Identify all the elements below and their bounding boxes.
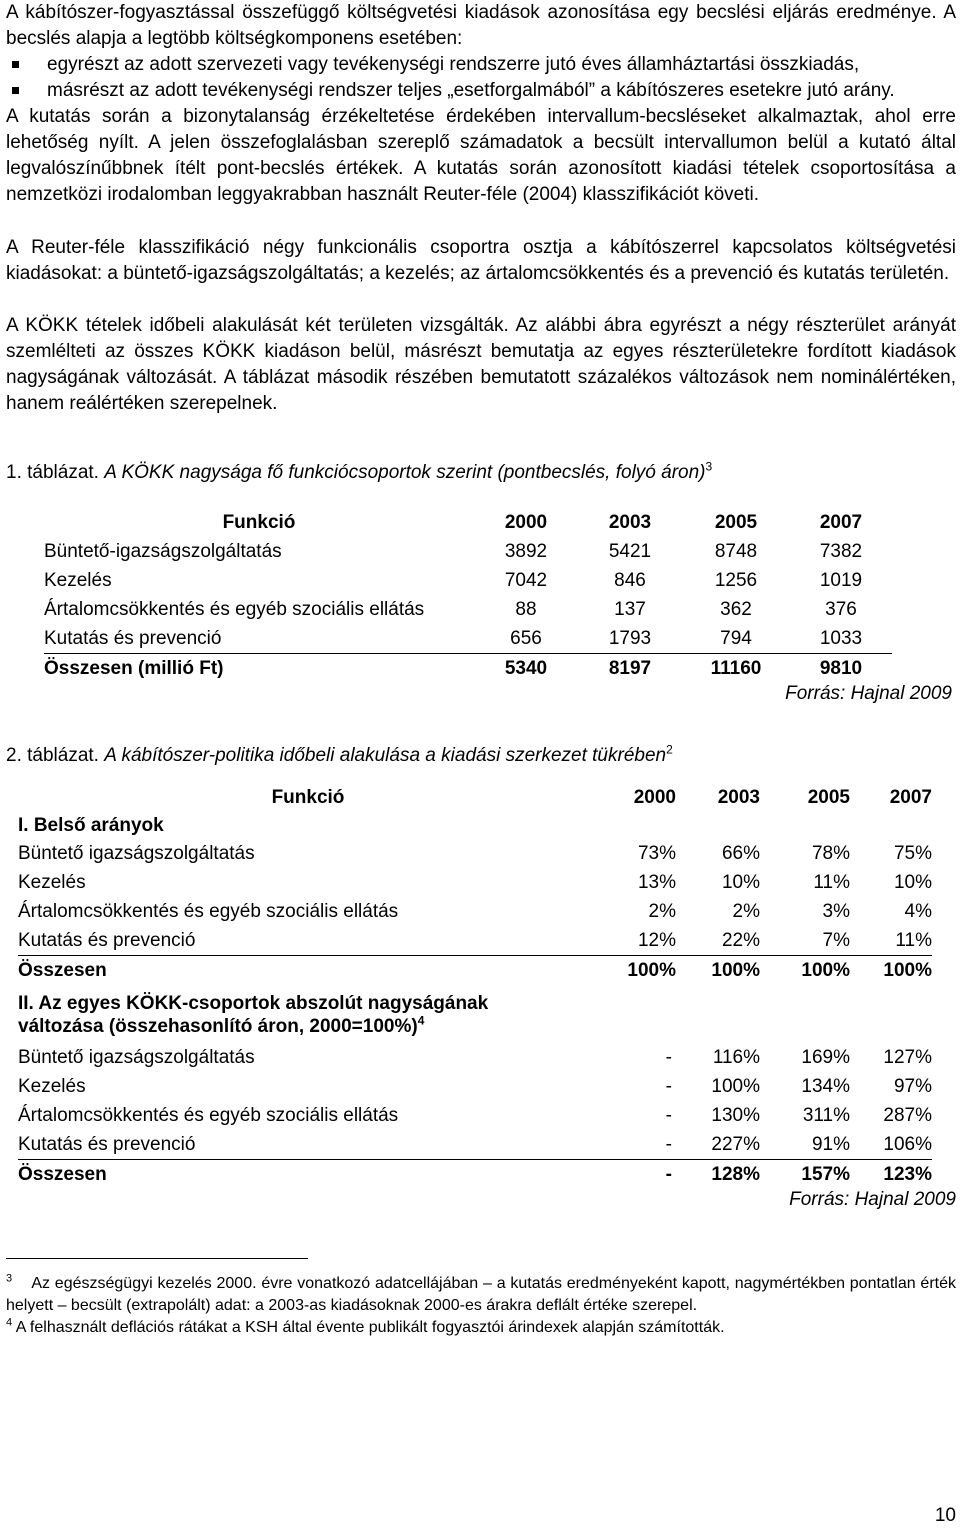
trend-paragraph: A KÖKK tételek időbeli alakulását két területen vizsgálták. Az alábbi ábra egyrészt a négy részterület arányát szemlélteti az összes KÖKK kiadáson belül, másrészt bemutatja az egyes részterületekre fordított kiadások nagyságának változását. A táblázat második részében bemutatott százalékos változások nem nominálértéken, hanem reálértéken szerepelnek. xyxy=(6,315,956,414)
table2 xyxy=(18,783,932,1189)
classification-paragraph: A Reuter-féle klasszifikáció négy funkcionális csoportra osztja a kábítószerrel kapcsolatos költségvetési kiadásokat: a büntető-igazságszolgáltatás; a kezelés; az ártalomcsökkentés és a prevenció és kutatás területén. xyxy=(6,237,956,284)
intro-paragraph: A kábítószer-fogyasztással összefüggő költségvetési kiadások azonosítása egy becslési eljárás eredménye. A becslés alapja a legtöbb költségkomponens esetében: xyxy=(6,2,956,49)
table-row: Büntető-igazságszolgáltatás 3892 5421 8748 7382 xyxy=(44,540,863,562)
table1-source: Forrás: Hajnal 2009 xyxy=(785,683,952,704)
table-header-row: Funkció 2000 2003 2005 2007 xyxy=(271,787,932,808)
table1-title: A KÖKK nagysága fő funkciócsoportok szerint (pontbecslés, folyó áron) xyxy=(104,462,706,483)
table-row: Ártalomcsökkentés és egyéb szociális ellátás 88 137 362 376 xyxy=(44,598,857,620)
table-row: Büntető igazságszolgáltatás 73% 66% 78% 75% xyxy=(18,843,932,864)
table-row: Kutatás és prevenció 656 1793 794 1033 xyxy=(44,624,892,654)
table-header-row: Funkció 2000 2003 2005 2007 xyxy=(222,511,863,533)
square-bullet-icon xyxy=(12,87,19,94)
table2-source: Forrás: Hajnal 2009 xyxy=(789,1189,956,1210)
table-row: Ártalomcsökkentés és egyéb szociális ellátás - 130% 311% 287% xyxy=(18,1105,932,1126)
footnote-divider xyxy=(6,1258,308,1259)
table-row: Büntető igazságszolgáltatás - 116% 169% 127% xyxy=(18,1047,932,1068)
page-number: 10 xyxy=(934,1505,956,1526)
table-row: Ártalomcsökkentés és egyéb szociális ellátás 2% 2% 3% 4% xyxy=(18,901,932,922)
document-page xyxy=(6,0,956,1339)
table2-caption xyxy=(6,743,956,769)
bullet-list xyxy=(6,52,956,104)
footnote-4: $^4$ A felhasznált deflációs rátákat a KSH által évente publikált fogyasztói árindexek alapján számították. xyxy=(6,1316,725,1336)
table-row: Kezelés 7042 846 1256 1019 xyxy=(44,569,863,591)
table-row: Kutatás és prevenció - 227% 91% 106% xyxy=(18,1130,932,1160)
table2-label: 2. táblázat. xyxy=(6,745,99,766)
table2-title: A kábítószer-politika időbeli alakulása a kiadási szerkezet tükrében xyxy=(104,745,667,766)
table-section-row: II. Az egyes KÖKK-csoportok abszolút nagyságának változása (összehasonlító áron, 2000=100%)$^4$ xyxy=(18,993,489,1037)
footnote-ref: 4 xyxy=(417,1013,425,1028)
table-row: Kezelés 13% 10% 11% 10% xyxy=(18,872,932,893)
square-bullet-icon xyxy=(12,61,19,68)
list-item: másrészt az adott tevékenységi rendszer teljes „esetforgalmából” a kábítószeres esetekre jutó arány. xyxy=(6,78,956,104)
table1-label: 1. táblázat. xyxy=(6,462,99,483)
table-total-row: Összesen 100% 100% 100% 100% xyxy=(18,960,932,981)
footnote-mark: 3 xyxy=(6,1272,13,1285)
table-total-row: Összesen - 128% 157% 123% xyxy=(18,1164,932,1185)
table1 xyxy=(44,508,892,683)
table-row: Kutatás és prevenció 12% 22% 7% 11% xyxy=(18,926,932,956)
footnote-3: $^3$ Az egészségügyi kezelés 2000. évre vonatkozó adatcellájában – a kutatás eredményeként kapott, nagymértékben pontatlan érték helyett – becsült (extrapolált) adat: a 2003-as kiadásoknak 2000-es árakra deflált értéke szerepel. xyxy=(6,1272,956,1314)
list-item: egyrészt az adott szervezeti vagy tevékenységi rendszerre jutó éves államháztartási összkiadás, xyxy=(6,52,956,78)
table1-caption xyxy=(6,460,956,486)
table-section-row: I. Belső arányok xyxy=(18,815,164,836)
footnote-ref: 2 xyxy=(666,742,673,757)
footnote-ref: 3 xyxy=(705,459,713,474)
table-total-row: Összesen (millió Ft) 5340 8197 11160 9810 xyxy=(44,657,863,679)
table-row: Kezelés - 100% 134% 97% xyxy=(18,1076,932,1097)
footnote-mark: 4 xyxy=(6,1316,13,1329)
method-paragraph: A kutatás során a bizonytalanság érzékeltetése érdekében intervallum-becsléseket alkalmaztak, ahol erre lehetőség nyílt. A jelen összefoglalásban szereplő számadatok a becsült intervallumon belül a kutató által legvalószínűbbnek ítélt pont-becslés értékek. A kutatás során azonosított kiadási tételek csoportosítása a nemzetközi irodalomban leggyakrabban használt Reuter-féle (2004) klasszifikációt követi. xyxy=(6,106,956,205)
